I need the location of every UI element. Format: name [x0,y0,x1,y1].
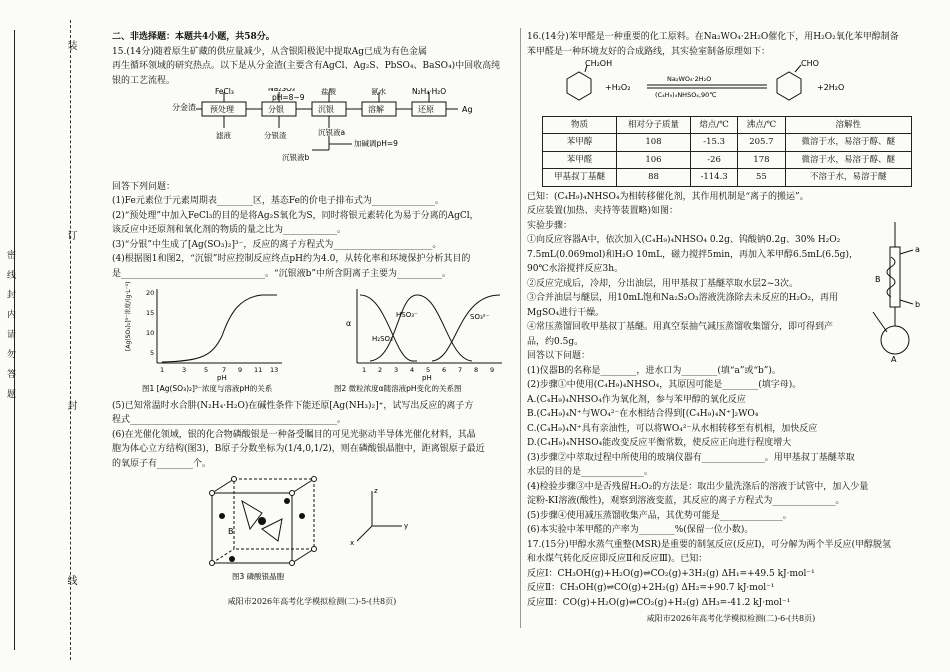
series-label: H₂SO₃ [372,335,393,343]
table-header: 物质 [543,116,617,134]
table-cell: -15.3 [690,134,737,152]
flow-output: 滤液 [216,131,231,140]
q17-line: 和水煤气转化反应即反应Ⅱ和反应Ⅲ)。已知： [527,554,708,564]
flow-step: 预处理 [210,105,234,114]
series-label: HSO₃⁻ [396,311,418,319]
table-cell: 88 [616,169,690,187]
svg-text:7: 7 [222,366,227,374]
table-cell: 106 [616,151,690,169]
q16-line: MgSO₄进行干燥。 [527,307,605,318]
table-header: 溶解性 [785,116,911,134]
q17-line: 反应Ⅲ：CO(g)+H₂O(g)⇌CO₂(g)+H₂(g) ΔH₃=-41.2 kJ·mol⁻¹ [527,597,791,608]
q16-line: 实验步骤： [527,220,573,231]
q15-question: 胞为体心立方结构(图3)，B原子分数坐标为(1/4,0,1/2)，则在磷酸银晶胞中，距离银原子最近 [112,444,485,454]
q15-question: (1)Fe元素位于元素周期表________区，基态Fe的价电子排布式为______________。 [112,196,444,206]
flow-step: 沉银 [318,105,334,114]
svg-text:5: 5 [204,366,209,374]
q16-text: 16.(14分)苯甲醛是一种重要的化工原料。在Na₂WO₄·2H₂O催化下，用H₂O₂氧化苯甲醇制备 [527,32,899,42]
table-cell: 178 [738,151,785,169]
apparatus-diagram [865,212,935,362]
svg-text:9: 9 [238,366,243,374]
table-cell: -114.3 [690,169,737,187]
left-column [112,30,512,609]
flow-step: 溶解 [368,105,384,114]
table-cell: 微溶于水，易溶于醇、醚 [785,134,911,152]
seal-warning: 密 线 封 内 请 勿 答 题 [5,250,15,403]
flow-step: 分银 [268,105,284,114]
table-header: 沸点/℃ [738,116,785,134]
q16-line: ①向反应容器A中，依次加入(C₄H₉)₄NHSO₄ 0.2g、钨酸钠0.2g、30% H₂O₂ [527,235,841,245]
q15-question: 程式______________________________________________。 [112,415,347,425]
table-cell: 55 [738,169,785,187]
figure-2 [334,289,502,393]
svg-text:13: 13 [270,366,279,374]
binding-mark: 封 [65,400,76,410]
svg-text:3: 3 [182,366,187,374]
binding-strip [0,0,98,672]
column-separator [520,28,521,628]
q17-line: 反应Ⅱ：CH₃OH(g)⇌CO(g)+2H₂(g) ΔH₂=+90.7 kJ·mol⁻¹ [527,583,775,593]
table-header-row [543,116,912,134]
atom-label: B [228,527,234,536]
figure-1-xlabel: pH [217,374,227,382]
flow-start: 分金渣 [172,103,196,112]
table-cell: 甲基叔丁基醚 [543,169,617,187]
reactant-group: CH₂OH [585,59,613,68]
reaction-equation [527,59,935,107]
q16-line: ④常压蒸馏回收甲基叔丁基醚。用真空泵抽气减压蒸馏收集馏分，即可得到产 [527,322,834,332]
table-header: 相对分子质量 [616,116,690,134]
svg-text:5: 5 [426,366,431,374]
table-row [543,151,912,169]
q16-line: (4)检验步骤③中是否残留H₂O₂的方法是：取出少量洗涤后的溶液于试管中，加入少量 [527,481,869,492]
figure-1 [124,281,282,393]
port-label: b [915,299,921,309]
instrument-label: A [891,354,897,362]
svg-text:2: 2 [378,366,383,374]
figures-1-2 [112,281,512,393]
flow-output: 加碱调pH=9 [354,139,398,148]
figure-1-caption: 图1 [Ag(SO₃)₂]³⁻浓度与溶液pH的关系 [142,384,273,393]
q16-option: A.(C₄H₉)₄NHSO₄作为氧化剂，参与苯甲醇的氧化反应 [527,394,746,405]
q15-text: 再生循环领域的研究热点。以下是从分金渣(主要含有AgCl、Ag₂S、PbSO₄、BaSO₄)中回收高纯 [112,61,501,71]
figure-2-xlabel: pH [422,374,432,382]
q15-question: (2)“预处理”中加入FeCl₃的目的是将Ag₂S氧化为S，同时将银元素转化为易于分离的AgCl， [112,210,479,221]
right-column [527,30,935,627]
table-cell: -26 [690,151,737,169]
table-row [543,134,912,152]
q16-option: B.(C₄H₉)₄N⁺与WO₄²⁻在水相结合得到[(C₄H₉)₄N⁺]₂WO₄ [527,409,759,419]
figure-3-crystal [112,471,512,587]
svg-text:3: 3 [394,366,399,374]
svg-text:6: 6 [442,366,447,374]
property-table [542,116,912,187]
q16-option: D.(C₄H₉)₄NHSO₄能改变反应平衡常数，使反应正向进行程度增大 [527,438,792,448]
q16-line: 90℃水浴搅拌反应3h。 [527,264,624,274]
q16-line: (3)步骤②中萃取过程中所使用的玻璃仪器有______________。用甲基叔丁基醚萃取 [527,452,855,463]
table-header: 熔点/℃ [690,116,737,134]
q16-line: (1)仪器B的名称是________，进水口为________(填“a”或“b”)。 [527,365,781,376]
q15-question: 回答下列问题： [112,181,176,192]
q15-question: (4)根据图1和图2，“沉银”时应控制反应终点pH约为4.0，从转化率和环境保护分析其目的 [112,254,471,264]
q16-text: 苯甲醛是一种环境友好的合成路线，其实验室制备原理如下： [527,46,771,57]
q16-line: 回答以下问题： [527,351,591,361]
q17-line: 17.(15分)甲醇水蒸气重整(MSR)是重要的制氢反应(反应Ⅰ)，可分解为两个半反应(甲醇脱氢 [527,539,892,550]
q15-question: 的氧原子有________个。 [112,458,212,469]
q15-question: 该反应中还原剂和氧化剂的物质的量之比为____________。 [112,225,347,235]
process-flowchart [112,88,512,174]
q16-line: 水层的目的是______________。 [527,467,654,477]
flow-end: Ag [462,105,473,114]
q15-text: 银的工艺流程。 [112,75,176,86]
q16-line: 7.5mL(0.069mol)和H₂O 10mL，磁力搅拌5min，再加入苯甲醇6.5mL(6.5g)， [527,249,858,260]
svg-text:9: 9 [490,366,495,374]
figure-2-ylabel: α [346,319,352,328]
q16-line: (6)本实验中苯甲醛的产率为________%(保留一位小数)。 [527,525,754,535]
q15-question: (5)已知常温时水合肼(N₂H₄·H₂O)在碱性条件下能还原[Ag(NH₃)₂]⁺，试写出反应的离子方 [112,400,474,411]
instrument-label: B [875,274,881,284]
q15-question: (6)在光催化领域，银的化合物磷酸银是一种备受瞩目的可见光驱动半导体光催化材料，其晶 [112,429,476,440]
q16-line: 淀粉-KI溶液(酸性)，观察到溶液变蓝，其反应的离子方程式为______________。 [527,496,845,506]
flow-output: 分银渣 [264,131,287,140]
table-cell: 108 [616,134,690,152]
svg-text:1: 1 [160,366,165,374]
table-cell: 205.7 [738,134,785,152]
table-row [543,169,912,187]
table-cell: 不溶于水，易溶于醚 [785,169,911,187]
q16-body [527,190,935,611]
q16-line: 已知：(C₄H₉)₄NHSO₄为相转移催化剂，其作用机制是“离子的搬运”。 [527,191,809,202]
q16-line: ③合并油层与醚层，用10mL饱和Na₂S₂O₃溶液洗涤除去未反应的H₂O₂，再用 [527,293,839,303]
q17-line: 反应Ⅰ：CH₃OH(g)+H₂O(g)⇌CO₂(g)+3H₂(g) ΔH₁=+49.5 kJ·mol⁻¹ [527,568,815,579]
q16-line: 反应装置(加热、夹持等装置略)如图： [527,206,679,216]
svg-text:20: 20 [146,289,155,297]
svg-text:4: 4 [410,366,415,374]
port-label: a [915,244,920,254]
product-extra: +2H₂O [817,83,845,92]
table-cell: 苯甲醛 [543,151,617,169]
page-footer: 咸阳市2026年高考化学模拟检测(二)-5-(共8页) [227,596,397,606]
q16-line: 品，约0.5g。 [527,336,584,347]
q15-question: (3)“分银”中生成了[Ag(SO₃)₂]³⁻，反应的离子方程式为______________________。 [112,239,442,250]
table-cell: 微溶于水，易溶于醇、醚 [785,151,911,169]
binding-mark: 线 [65,575,76,585]
flow-reagent: N₂H₄·H₂O [412,88,447,96]
series-label: SO₃²⁻ [470,313,490,321]
axis-label: x [350,539,355,547]
binding-mark: 订 [65,230,76,240]
reactant-extra: +H₂O₂ [605,83,631,92]
q16-line: (5)步骤④使用减压蒸馏收集产品，其优势可能是______________。 [527,510,792,521]
axis-label: z [374,487,378,495]
svg-text:10: 10 [146,329,155,337]
flow-step: 还原 [418,105,434,114]
q16-line: (2)步骤①中使用(C₄H₉)₄NHSO₄，其原因可能是________(填字母)。 [527,380,802,390]
q16-option: C.(C₄H₉)₄N⁺具有亲油性，可以将WO₄²⁻从水相转移至有机相，加快反应 [527,423,818,434]
q16-line: ②反应完成后，冷却，分出油层，用甲基叔丁基醚萃取水层2~3次。 [527,278,798,289]
svg-text:15: 15 [146,309,155,317]
product-group: CHO [801,59,819,68]
q15-text: 15.(14分)随着原生矿藏的供应量减少，从含银阳极泥中提取Ag已成为有色金属 [112,46,428,57]
flow-output: 沉银液b [282,153,310,162]
flow-reagent: pH=8~9 [272,93,305,102]
q15-question: 是________________________________。“沉银液b”中所含阴离子主要为__________。 [112,268,451,279]
flow-reagent: FeCl₃ [215,88,234,96]
condition: Na₂WO₄·2H₂O [667,75,712,83]
table-cell: 苯甲醇 [543,134,617,152]
section-heading: 二、非选择题：本题共4小题，共58分。 [112,32,275,42]
svg-text:1: 1 [362,366,367,374]
figure-3-caption: 图3 磷酸银晶胞 [232,572,285,581]
page-footer: 咸阳市2026年高考化学模拟检测(二)-6-(共8页) [646,614,816,623]
figure-2-caption: 图2 微粒浓度α随溶液pH变化的关系图 [334,384,462,393]
binding-mark: 装 [65,40,76,50]
flow-reagent: Na₂SO₃ [268,88,295,93]
svg-text:7: 7 [458,366,463,374]
svg-text:5: 5 [150,349,155,357]
seal-line [70,20,71,660]
flow-reagent: 氨水 [371,88,386,96]
flow-output: 沉银液a [318,128,346,137]
svg-text:8: 8 [474,366,479,374]
figure-1-ylabel: [Ag(SO₃)₂]³⁻浓度/(g·L⁻¹) [125,281,132,351]
svg-text:11: 11 [254,366,263,374]
condition: (C₄H₉)₄NHSO₄,90℃ [655,91,717,99]
flow-reagent: 盐酸 [321,88,336,96]
axis-label: y [404,522,409,530]
